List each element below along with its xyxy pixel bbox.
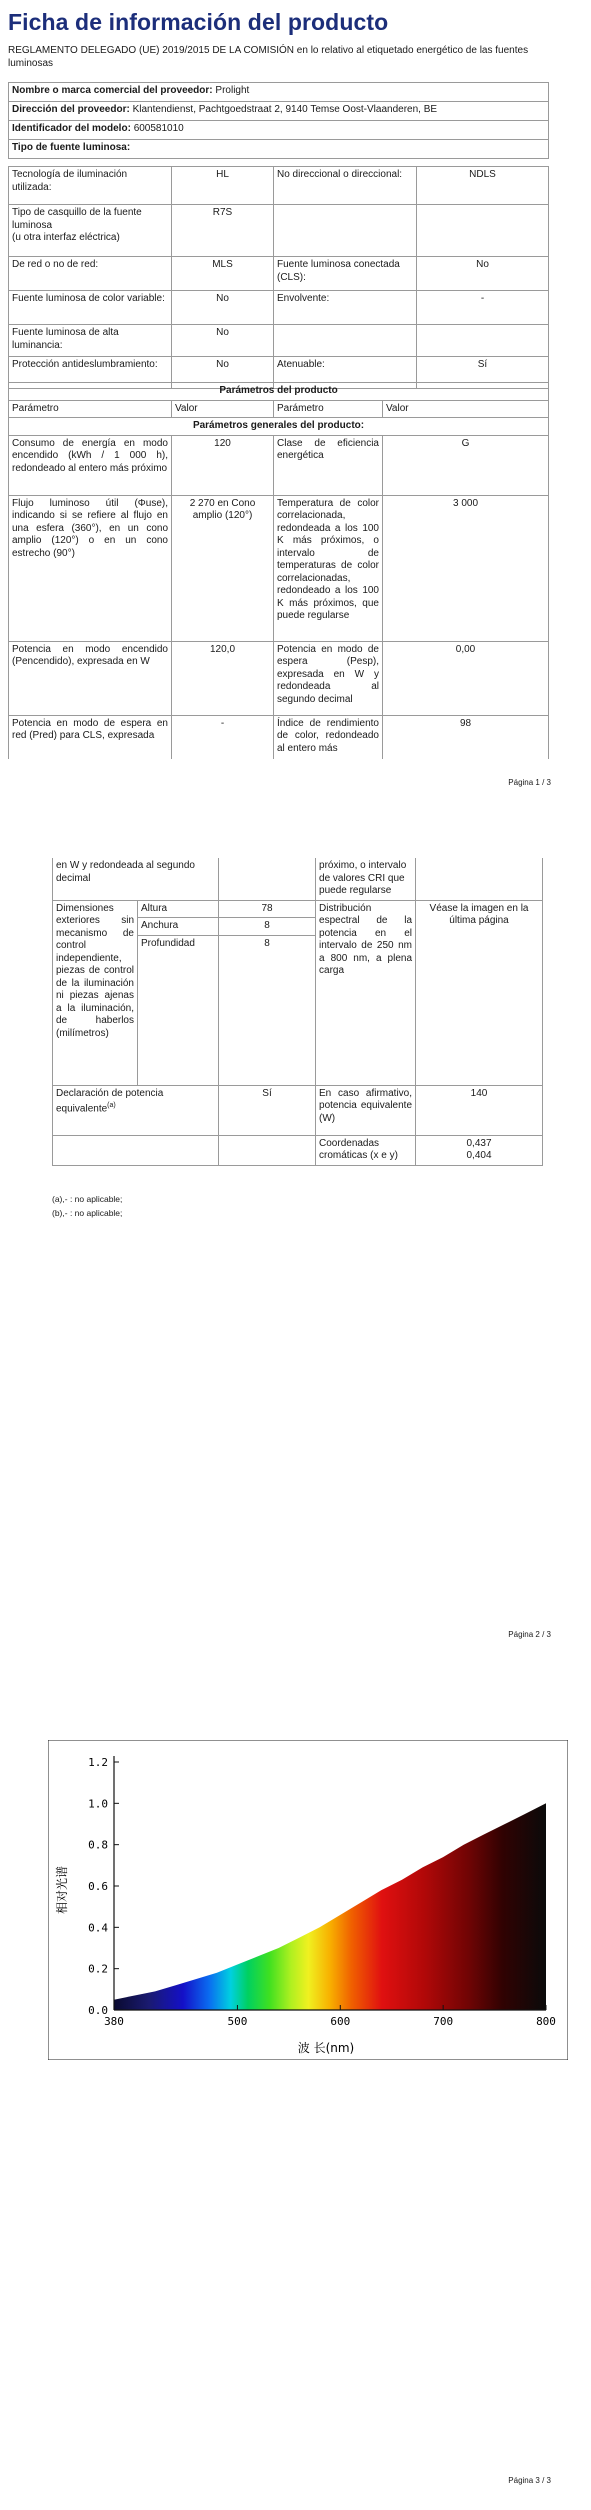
type-label: Atenuable: [274, 357, 417, 389]
type-value: No [172, 291, 274, 325]
type-label [274, 205, 417, 257]
params-header: Parámetros del producto [9, 383, 549, 401]
supplier-label: Nombre o marca comercial del proveedor: [12, 85, 213, 96]
x-tick-label: 700 [433, 2015, 454, 2028]
param-value: 98 [383, 715, 549, 759]
equivalent-value: Sí [219, 1085, 316, 1135]
param-label: próximo, o intervalo de valores CRI que puede regularse [316, 858, 416, 900]
footnote-a: (a),- : no aplicable; [52, 1194, 123, 1204]
param-value: 2 270 en Cono amplio (120°) [172, 495, 274, 641]
type-label: Fuente luminosa de color variable: [9, 291, 172, 325]
type-label: De red o no de red: [9, 257, 172, 291]
page-number: Página 2 / 3 [508, 1630, 551, 1639]
param-value: 120 [172, 435, 274, 495]
dim-name: Altura [138, 900, 219, 918]
model-label: Identificador del modelo: [12, 123, 131, 134]
footnote-b: (b),- : no aplicable; [52, 1208, 123, 1218]
type-label: Fuente luminosa de alta luminancia: [9, 325, 172, 357]
param-label: Potencia en modo encendido (Pencendido), expresada en W [9, 641, 172, 715]
col-header-param: Parámetro [274, 400, 383, 418]
y-tick-label: 1.2 [88, 1756, 108, 1769]
type-value: No [172, 325, 274, 357]
page-number: Página 1 / 3 [508, 778, 551, 787]
type-label: Protección antideslumbramiento: [9, 357, 172, 389]
type-value: Sí [417, 357, 549, 389]
dim-value: 78 [219, 900, 316, 918]
address-label: Dirección del proveedor: [12, 104, 130, 115]
param-label: Potencia en modo de espera en red (Pred) para CLS, expresada [9, 715, 172, 759]
type-label: Tipo de casquillo de la fuente luminosa (u otra interfaz eléctrica) [9, 205, 172, 257]
y-tick-label: 0.6 [88, 1880, 108, 1893]
dim-value: 8 [219, 918, 316, 936]
type-value: MLS [172, 257, 274, 291]
page-1 [0, 0, 591, 810]
page-title: Ficha de información del producto [8, 9, 389, 35]
type-table [8, 166, 549, 389]
x-axis-label: 波 长(nm) [297, 2041, 355, 2055]
dimensions-label: Dimensiones exteriores sin mecanismo de control independiente, piezas de control de la iluminación ni piezas ajenas a la iluminación, de haberlos (milímetros) [53, 900, 138, 1085]
params-table [8, 382, 549, 759]
type-label [274, 325, 417, 357]
y-tick-label: 1.0 [88, 1797, 108, 1811]
general-header: Parámetros generales del producto: [9, 418, 549, 436]
spectral-label: Distribución espectral de la potencia en el intervalo de 250 nm a 800 nm, a plena carga [316, 900, 416, 1085]
type-value [417, 205, 549, 257]
type-header: Tipo de fuente luminosa: [9, 140, 549, 159]
param-value: G [383, 435, 549, 495]
spectrum-chart [48, 1740, 568, 2060]
x-tick-label: 800 [536, 2015, 556, 2028]
type-label: Envolvente: [274, 291, 417, 325]
page-3 [0, 1650, 591, 2510]
params-table-continued [52, 858, 543, 1166]
chroma-values [416, 1135, 543, 1165]
address-row [9, 102, 549, 121]
chroma-x: 0,437 [466, 1137, 492, 1149]
regulation-text: REGLAMENTO DELEGADO (UE) 2019/2015 DE LA COMISIÓN en lo relativo al etiquetado energético de las fuentes luminosas [8, 45, 529, 69]
y-tick-label: 0.4 [88, 1921, 108, 1935]
dim-name: Anchura [138, 918, 219, 936]
param-value: 3 000 [383, 495, 549, 641]
type-label: Tecnología de iluminación utilizada: [9, 167, 172, 205]
col-header-value: Valor [172, 400, 274, 418]
type-label: No direccional o direccional: [274, 167, 417, 205]
param-label: Índice de rendimiento de color, redondeado al entero más [274, 715, 383, 759]
model-row [9, 121, 549, 140]
type-value: - [417, 291, 549, 325]
param-label: Consumo de energía en modo encendido (kWh / 1 000 h), redondeado al entero más próximo [9, 435, 172, 495]
model-value: 600581010 [133, 123, 184, 134]
type-value: No [172, 357, 274, 389]
param-value: - [172, 715, 274, 759]
col-header-param: Parámetro [9, 400, 172, 418]
y-tick-label: 0.8 [88, 1838, 108, 1852]
param-label: Potencia en modo de espera (Pesp), expresada en W y redondeada al segundo decimal [274, 641, 383, 715]
chroma-label: Coordenadas cromáticas (x e y) [316, 1135, 416, 1165]
param-label: Flujo luminoso útil (Φuse), indicando si se refiere al flujo en una esfera (360°), en un cono amplio (120°) o en un cono estrecho (90°) [9, 495, 172, 641]
param-value: 120,0 [172, 641, 274, 715]
page-number: Página 3 / 3 [508, 2476, 551, 2485]
param-value: 0,00 [383, 641, 549, 715]
type-value [417, 325, 549, 357]
param-label: Temperatura de color correlacionada, redondeada a los 100 K más próximos, o intervalo de temperaturas de color correlacionadas, redondeado a los 100 K más próximos, que puede regularse [274, 495, 383, 641]
supplier-value: Prolight [215, 85, 250, 96]
type-value: No [417, 257, 549, 291]
supplier-row [9, 83, 549, 102]
equivalent-watt-label: En caso afirmativo, potencia equivalente (W) [316, 1085, 416, 1135]
spectral-value: Véase la imagen en la última página [416, 900, 543, 1085]
address-value: Klantendienst, Pachtgoedstraat 2, 9140 Temse Oost-Vlaanderen, BE [132, 104, 438, 115]
type-value: NDLS [417, 167, 549, 205]
dim-name: Profundidad [138, 935, 219, 1085]
chroma-y: 0,404 [466, 1150, 492, 1161]
y-axis-label: 相对光谱 [55, 1865, 69, 1915]
param-label: Clase de eficiencia energética [274, 435, 383, 495]
col-header-value: Valor [383, 400, 549, 418]
supplier-table [8, 82, 549, 159]
equivalent-label: Declaración de potencia equivalente$^{(a)}$ [53, 1085, 219, 1135]
equivalent-watt-value: 140 [416, 1085, 543, 1135]
dim-value: 8 [219, 935, 316, 1085]
param-label: en W y redondeada al segundo decimal [53, 858, 219, 900]
type-value: R7S [172, 205, 274, 257]
x-tick-label: 500 [227, 2015, 248, 2028]
x-tick-label: 380 [104, 2015, 124, 2028]
page-2 [0, 810, 591, 1650]
footnotes [52, 1192, 122, 1220]
type-value: HL [172, 167, 274, 205]
y-tick-label: 0.0 [88, 2004, 108, 2017]
type-label: Fuente luminosa conectada (CLS): [274, 257, 417, 291]
x-tick-label: 600 [330, 2015, 351, 2028]
y-tick-label: 0.2 [88, 1962, 108, 1976]
